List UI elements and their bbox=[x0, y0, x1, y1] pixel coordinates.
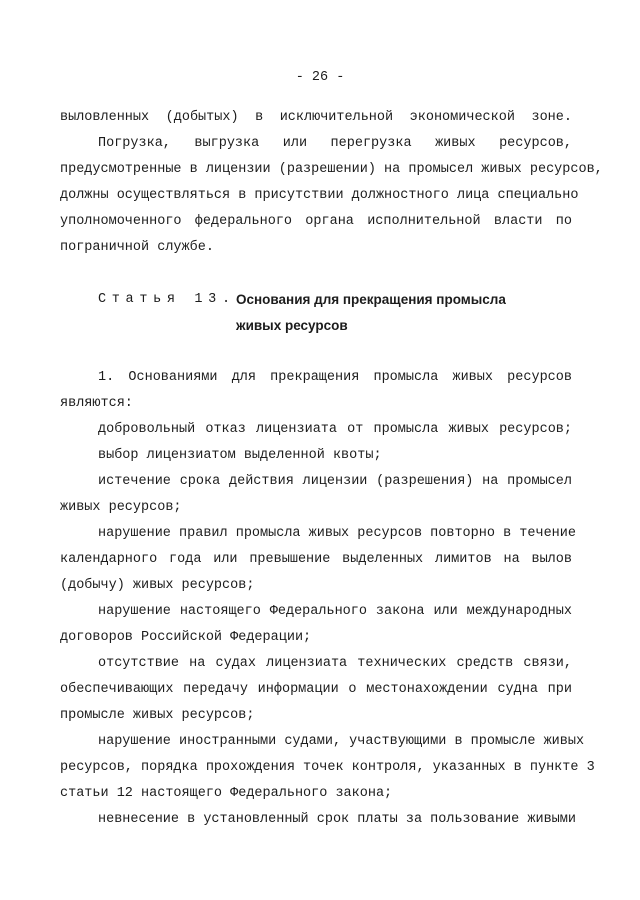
article-title-line-1: Основания для прекращения промысла bbox=[236, 292, 506, 307]
text-line: предусмотренные в лицензии (разрешении) на промысел живых ресурсов, bbox=[60, 162, 603, 177]
text-line: промысле живых ресурсов; bbox=[60, 708, 255, 723]
text-line: уполномоченного федерального органа исполнительной власти по bbox=[60, 214, 572, 229]
text-line: являются: bbox=[60, 396, 133, 411]
text-line: отсутствие на судах лицензиата технических средств связи, bbox=[98, 656, 572, 671]
text-line: должны осуществляться в присутствии должностного лица специально bbox=[60, 188, 579, 203]
text-line: нарушение иностранными судами, участвующими в промысле живых bbox=[98, 734, 585, 749]
text-line: обеспечивающих передачу информации о местонахождении судна при bbox=[60, 682, 572, 697]
page-number: - 26 - bbox=[295, 70, 345, 85]
text-line: статьи 12 настоящего Федерального закона; bbox=[60, 786, 393, 801]
text-line: нарушение настоящего Федерального закона или международных bbox=[98, 604, 572, 619]
text-line: 1. Основаниями для прекращения промысла живых ресурсов bbox=[98, 370, 572, 385]
text-line: истечение срока действия лицензии (разрешения) на промысел bbox=[98, 474, 572, 489]
text-line: невнесение в установленный срок платы за пользование живыми bbox=[98, 812, 576, 827]
text-line: выбор лицензиатом выделенной квоты; bbox=[98, 448, 382, 463]
text-line: договоров Российской Федерации; bbox=[60, 630, 312, 645]
text-line: Погрузка, выгрузка или перегрузка живых ресурсов, bbox=[98, 136, 572, 151]
text-line: добровольный отказ лицензиата от промысла живых ресурсов; bbox=[98, 422, 572, 437]
text-line: нарушение правил промысла живых ресурсов повторно в течение bbox=[98, 526, 576, 541]
text-line: (добычу) живых ресурсов; bbox=[60, 578, 255, 593]
text-line: календарного года или превышение выделенных лимитов на вылов bbox=[60, 552, 572, 567]
text-line: выловленных (добытых) в исключительной экономической зоне. bbox=[60, 110, 572, 125]
text-line: живых ресурсов; bbox=[60, 500, 182, 515]
text-line: пограничной службе. bbox=[60, 240, 214, 255]
article-title-line-2: живых ресурсов bbox=[236, 318, 348, 333]
article-label: Статья 13. bbox=[98, 292, 236, 307]
text-line: ресурсов, порядка прохождения точек контроля, указанных в пункте 3 bbox=[60, 760, 595, 775]
